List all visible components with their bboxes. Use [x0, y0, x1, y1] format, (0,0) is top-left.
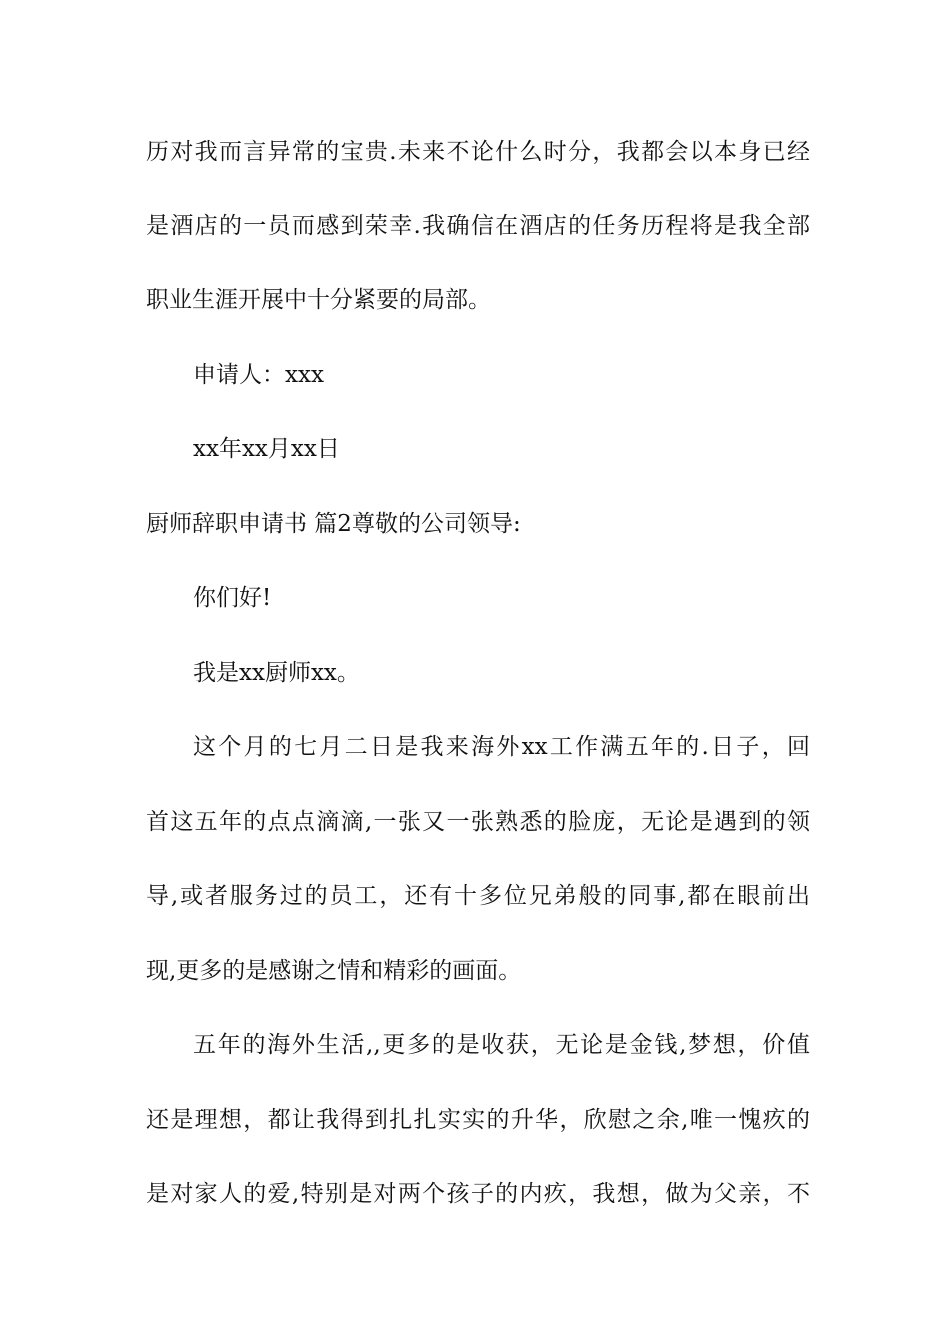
text-line-9: 这个月的七月二日是我来海外xx工作满五年的.日子，回 [193, 734, 810, 760]
text-line-1: 历对我而言异常的宝贵.未来不论什么时分，我都会以本身已经 [146, 139, 810, 165]
text-line-2: 是酒店的一员而感到荣幸.我确信在酒店的任务历程将是我全部 [146, 213, 810, 239]
intro-line: 我是xx厨师xx。 [193, 660, 360, 686]
text-line-14: 还是理想，都让我得到扎扎实实的升华，欣慰之余,唯一愧疚的 [146, 1107, 810, 1133]
greeting-line: 你们好! [193, 585, 272, 611]
date-line: xx年xx月xx日 [193, 436, 340, 462]
text-line-11: 导,或者服务过的员工，还有十多位兄弟般的同事,都在眼前出 [146, 883, 810, 909]
text-line-10: 首这五年的点点滴滴,一张又一张熟悉的脸庞，无论是遇到的领 [146, 809, 810, 835]
text-line-13: 五年的海外生活,,更多的是收获，无论是金钱,梦想，价值 [193, 1032, 810, 1058]
text-line-3: 职业生涯开展中十分紧要的局部。 [146, 287, 491, 313]
text-line-15: 是对家人的爱,特别是对两个孩子的内疚，我想，做为父亲，不 [146, 1181, 810, 1207]
text-line-12: 现,更多的是感谢之情和精彩的画面。 [146, 958, 522, 984]
section-heading: 厨师辞职申请书 篇2尊敬的公司领导: [146, 511, 521, 537]
applicant-line: 申请人：xxx [193, 362, 324, 388]
